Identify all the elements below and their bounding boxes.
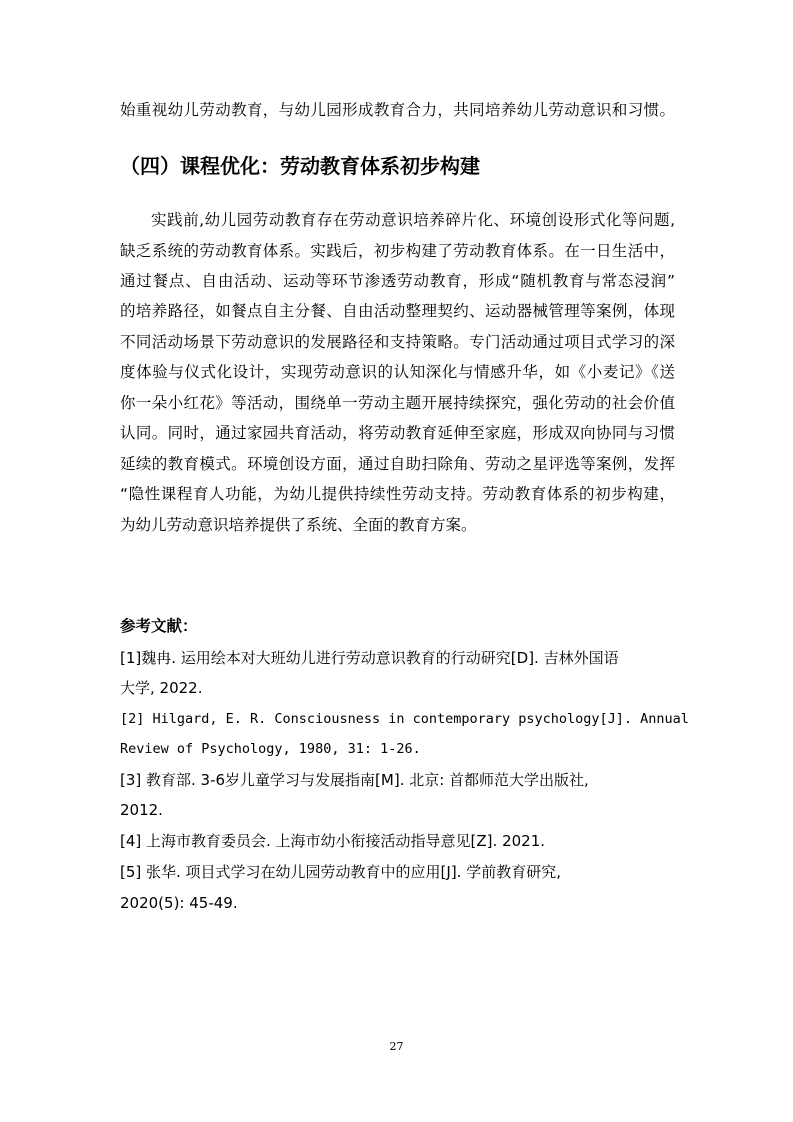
paragraph-line: “隐性课程育人功能，为幼儿提供持续性劳动支持。劳动教育体系的初步构建，	[120, 485, 675, 503]
reference-line: [5] 张华. 项目式学习在幼儿园劳动教育中的应用[J]. 学前教育研究,	[120, 863, 561, 881]
paragraph-line: 延续的教育模式。环境创设方面，通过自助扫除角、劳动之星评选等案例，发挥	[120, 455, 675, 473]
paragraph-line: 为幼儿劳动意识培养提供了系统、全面的教育方案。	[120, 516, 477, 534]
reference-line: 大学, 2022.	[120, 679, 203, 697]
reference-line: Review of Psychology, 1980, 31: 1-26.	[120, 741, 421, 757]
paragraph-line: 不同活动场景下劳动意识的发展路径和支持策略。专门活动通过项目式学习的深	[120, 333, 675, 351]
paragraph-line: 的培养路径，如餐点自主分餐、自由活动整理契约、运动器械管理等案例，体现	[120, 302, 675, 320]
paragraph-line: 通过餐点、自由活动、运动等环节渗透劳动教育，形成“随机教育与常态浸润”	[120, 272, 675, 290]
reference-line: [2] Hilgard, E. R. Consciousness in contemporary psychology[J]. Annual	[120, 711, 689, 727]
references-title: 参考文献：	[120, 617, 198, 635]
section-heading: （四）课程优化：劳动教育体系初步构建	[120, 154, 480, 178]
reference-line: 2012.	[120, 801, 163, 819]
reference-line: 2020(5): 45-49.	[120, 894, 238, 912]
paragraph-line: 实践前,幼儿园劳动教育存在劳动意识培养碎片化、环境创设形式化等问题,	[151, 211, 675, 229]
paragraph-line: 缺乏系统的劳动教育体系。实践后，初步构建了劳动教育体系。在一日生活中，	[120, 242, 675, 260]
paragraph-line: 认同。同时，通过家园共育活动，将劳动教育延伸至家庭，形成双向协同与习惯	[120, 424, 675, 442]
reference-line: [3] 教育部. 3-6岁儿童学习与发展指南[M]. 北京: 首都师范大学出版社,	[120, 771, 589, 789]
page-number: 27	[389, 1040, 404, 1053]
paragraph-line: 度体验与仪式化设计，实现劳动意识的认知深化与情感升华，如《小麦记》《送	[120, 363, 675, 381]
reference-line: [1]魏冉. 运用绘本对大班幼儿进行劳动意识教育的行动研究[D]. 吉林外国语	[120, 649, 619, 667]
continuation-line: 始重视幼儿劳动教育，与幼儿园形成教育合力，共同培养幼儿劳动意识和习惯。	[120, 101, 675, 119]
paragraph-line: 你一朵小红花》等活动，围绕单一劳动主题开展持续探究，强化劳动的社会价值	[120, 394, 675, 412]
reference-line: [4] 上海市教育委员会. 上海市幼小衔接活动指导意见[Z]. 2021.	[120, 832, 546, 850]
